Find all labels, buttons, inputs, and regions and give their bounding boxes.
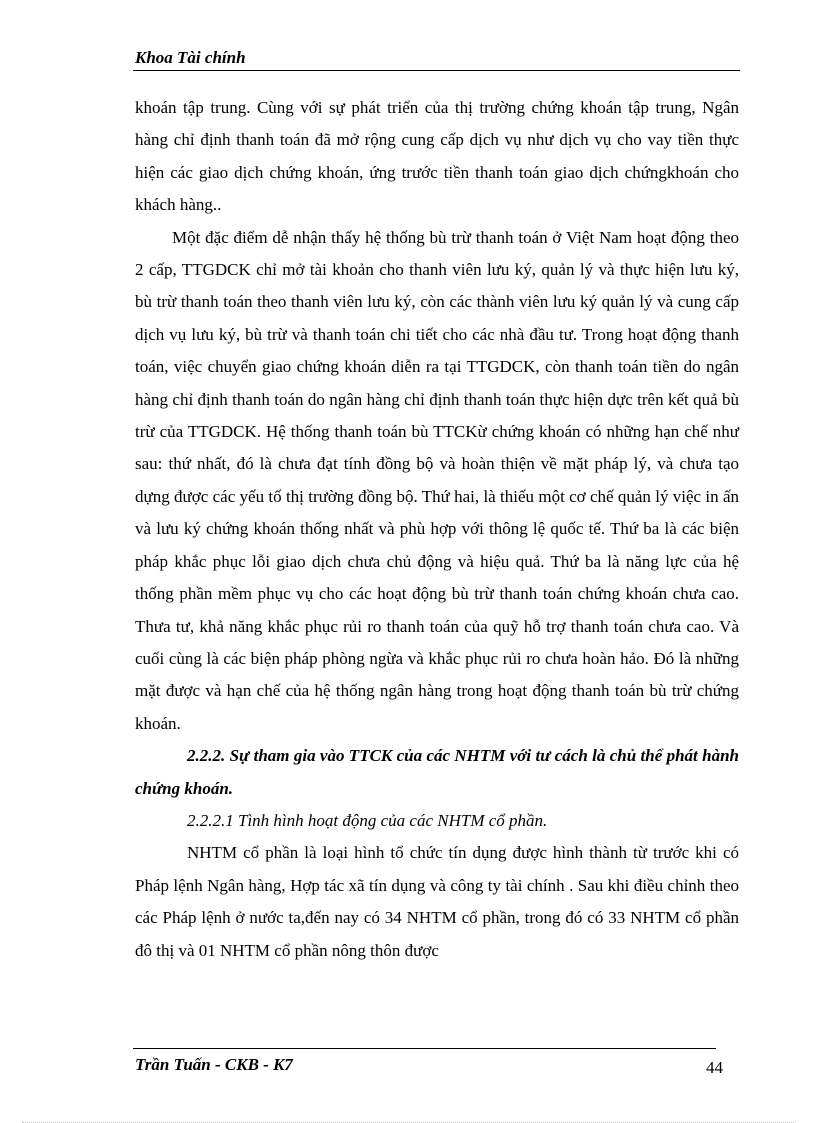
footer-author: Trần Tuấn - CKB - K7: [135, 1055, 293, 1074]
header-divider: [133, 70, 740, 71]
paragraph-continuation: khoán tập trung. Cùng với sự phát triển của thị trường chứng khoán tập trung, Ngân hàng chỉ định thanh toán đã mở rộng cung cấp dịch vụ như dịch vụ cho vay tiền thực hiện các giao dịch chứng khoán, ứng trước tiền thanh toán giao dịch chứngkhoán cho khách hàng..: [135, 98, 739, 215]
document-body: [135, 92, 739, 967]
paragraph-clearing-system: Một đặc điểm dễ nhận thấy hệ thống bù trừ thanh toán ở Việt Nam hoạt động theo 2 cấp, TTGDCK chỉ mở tài khoản cho thanh viên lưu ký, quản lý và thực hiện lưu ký, bù trừ thanh toán theo thanh viên lưu ký, còn các thành viên lưu ký quản lý và cung cấp dịch vụ lưu ký, bù trừ và thanh toán chi tiết cho các nhà đầu tư. Trong hoạt động thanh toán, việc chuyển giao chứng khoán diễn ra tại TTGDCK, còn thanh toán tiền do ngân hàng chỉ định thanh toán do ngân hàng chỉ định thanh toán thực hiện dực trên kết quả bù trừ của TTGDCK. Hệ thống thanh toán bù TTCKừ chứng khoán có những hạn chế như sau: thứ nhất, đó là chưa đạt tính đồng bộ và hoàn thiện về mặt pháp lý, và chưa tạo dựng được các yếu tố thị trường đồng bộ. Thứ hai, là thiếu một cơ chế quản lý việc in ấn và lưu ký chứng khoán thống nhất và phù hợp với thông lệ quốc tế. Thứ ba là các biện pháp khắc phục lỗi giao dịch chưa chủ động và hiệu quả. Thứ ba là năng lực của hệ thống phần mềm phục vụ cho các hoạt động bù trừ thanh toán chứng khoán chưa cao. Thưa tư, khả năng khắc phục rủi ro thanh toán của quỹ hỗ trợ thanh toán chưa cao. Và cuối cùng là các biện pháp phòng ngừa và khắc phục rủi ro chưa hoàn hảo. Đó là những mặt được và hạn chế của hệ thống ngân hàng trong hoạt động thanh toán bù trừ chứng khoán.: [135, 227, 739, 733]
page-number: 44: [706, 1058, 723, 1077]
section-heading: 2.2.2. Sự tham gia vào TTCK của các NHTM với tư cách là chủ thể phát hành chứng khoán.: [135, 746, 739, 798]
page-header-title: Khoa Tài chính: [135, 48, 246, 67]
subsection-heading: 2.2.2.1 Tình hình hoạt động của các NHTM cổ phần.: [187, 810, 548, 830]
paragraph-joint-stock-banks: NHTM cổ phần là loại hình tổ chức tín dụng được hình thành từ trước khi có Pháp lệnh Ngân hàng, Hợp tác xã tín dụng và công ty tài chính . Sau khi điều chỉnh theo các Pháp lệnh ở nước ta,đến nay có 34 NHTM cổ phần, trong đó có 33 NHTM cổ phần đô thị và 01 NHTM cổ phần nông thôn được: [135, 843, 739, 960]
footer-divider: [133, 1048, 716, 1049]
